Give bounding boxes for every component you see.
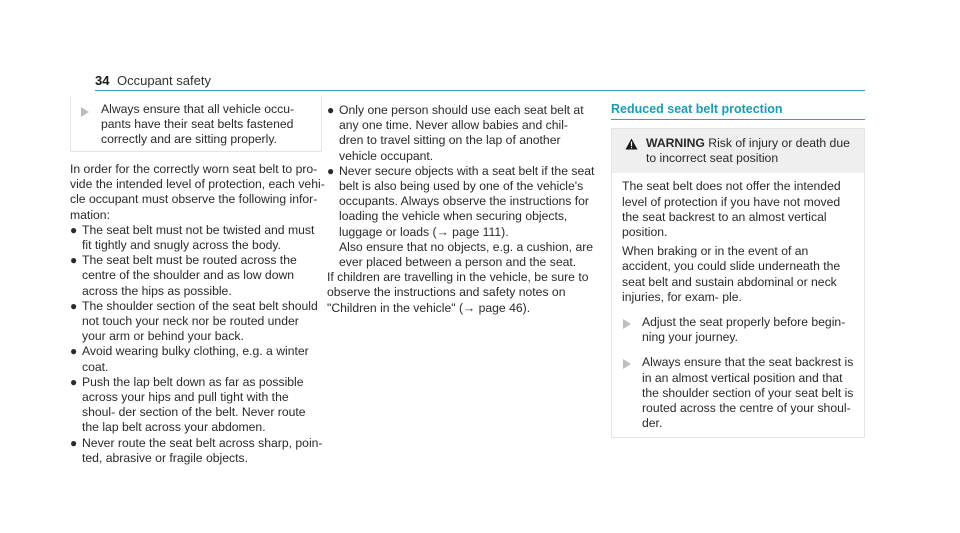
- section-title: Occupant safety: [117, 73, 211, 88]
- warning-body: [612, 173, 864, 437]
- page-header: [95, 73, 865, 91]
- warning-paragraph: The seat belt does not offer the intended level of protection if you have not moved the seat backrest to an almost vertical position.: [622, 179, 841, 240]
- bullet-icon: ●: [70, 222, 78, 237]
- header-rule: [95, 90, 865, 91]
- warning-box: [611, 128, 865, 438]
- list-item: ● Avoid wearing bulky clothing, e.g. a winter coat.: [70, 344, 309, 374]
- list-item: ● Only one person should use each seat belt at any one time. Never allow babies and chil- dren to travel sitting on the lap of another vehicle occupant.: [327, 103, 584, 163]
- page-number: 34: [95, 73, 110, 88]
- arrow-right-icon: [81, 107, 89, 117]
- column-left: [70, 96, 325, 466]
- step-item: [622, 315, 854, 345]
- list-item-extra: Also ensure that no objects, e.g. a cushion, are ever placed between a person and the seat.: [339, 239, 594, 270]
- intro-paragraph: In order for the correctly worn seat belt to pro- vide the intended level of protection, each vehi- cle occupant must observe the following infor- mation:: [70, 162, 325, 222]
- warning-label: WARNING: [646, 136, 705, 150]
- list-item: ● The shoulder section of the seat belt should not touch your neck nor be routed under your arm or behind your back.: [70, 298, 318, 344]
- warning-header: [612, 129, 864, 173]
- bullet-icon: ●: [70, 374, 78, 389]
- bullet-icon: ●: [70, 344, 78, 359]
- bullet-icon: ●: [70, 435, 78, 450]
- note-box: [70, 96, 322, 152]
- list-item: ● The seat belt must be routed across the centre of the shoulder and as low down across the hips as possible.: [70, 253, 297, 298]
- children-paragraph: If children are travelling in the vehicle, be sure to observe the instructions and safety notes on "Children in the vehicle" (→ page 46).: [327, 270, 589, 315]
- arrow-right-icon: [623, 319, 631, 329]
- belt-rules-list: [70, 223, 325, 466]
- warning-paragraph: When braking or in the event of an accident, you could slide underneath the seat belt and sustain abdominal or neck injuries, for exam- ple.: [622, 244, 841, 304]
- belt-usage-list: [327, 103, 595, 270]
- section-rule: [611, 119, 865, 120]
- warning-text: Risk of injury or death due to incorrect seat position: [646, 136, 850, 166]
- step-text: Always ensure that the seat backrest is in an almost vertical position and that the shoulder section of your seat belt is routed across the centre of your shoul- der.: [642, 355, 854, 431]
- list-item: ● Push the lap belt down as far as possible across your hips and pull tight with the shoul- der section of the belt. Never route the lap belt across your abdomen.: [70, 374, 306, 435]
- list-item: ● Never secure objects with a seat belt if the seat belt is also being used by one of the vehicle's occupants. Always observe the instructions for loading the vehicle when securing objects, luggage or loads (→ page 111). Also ensure that no objects, e.g. a cushion, are ever placed between a person and the seat.: [327, 163, 595, 270]
- bullet-icon: ●: [327, 163, 335, 178]
- bullet-icon: ●: [70, 253, 78, 268]
- bullet-icon: ●: [70, 298, 78, 313]
- column-right: [611, 102, 865, 438]
- bullet-icon: ●: [327, 103, 335, 117]
- section-heading: Reduced seat belt protection: [611, 102, 783, 116]
- warning-triangle-icon: [625, 138, 638, 154]
- step-text: Adjust the seat properly before begin- ning your journey.: [642, 315, 846, 345]
- column-middle: [327, 103, 595, 316]
- arrow-right-icon: [623, 359, 631, 369]
- note-text: Always ensure that all vehicle occu- pants have their seat belts fastened correctly and are sitting properly.: [101, 102, 295, 147]
- list-item: ● Never route the seat belt across sharp, poin- ted, abrasive or fragile objects.: [70, 435, 323, 465]
- list-item: ● The seat belt must not be twisted and must fit tightly and snugly across the body.: [70, 222, 315, 253]
- step-item: [622, 355, 854, 431]
